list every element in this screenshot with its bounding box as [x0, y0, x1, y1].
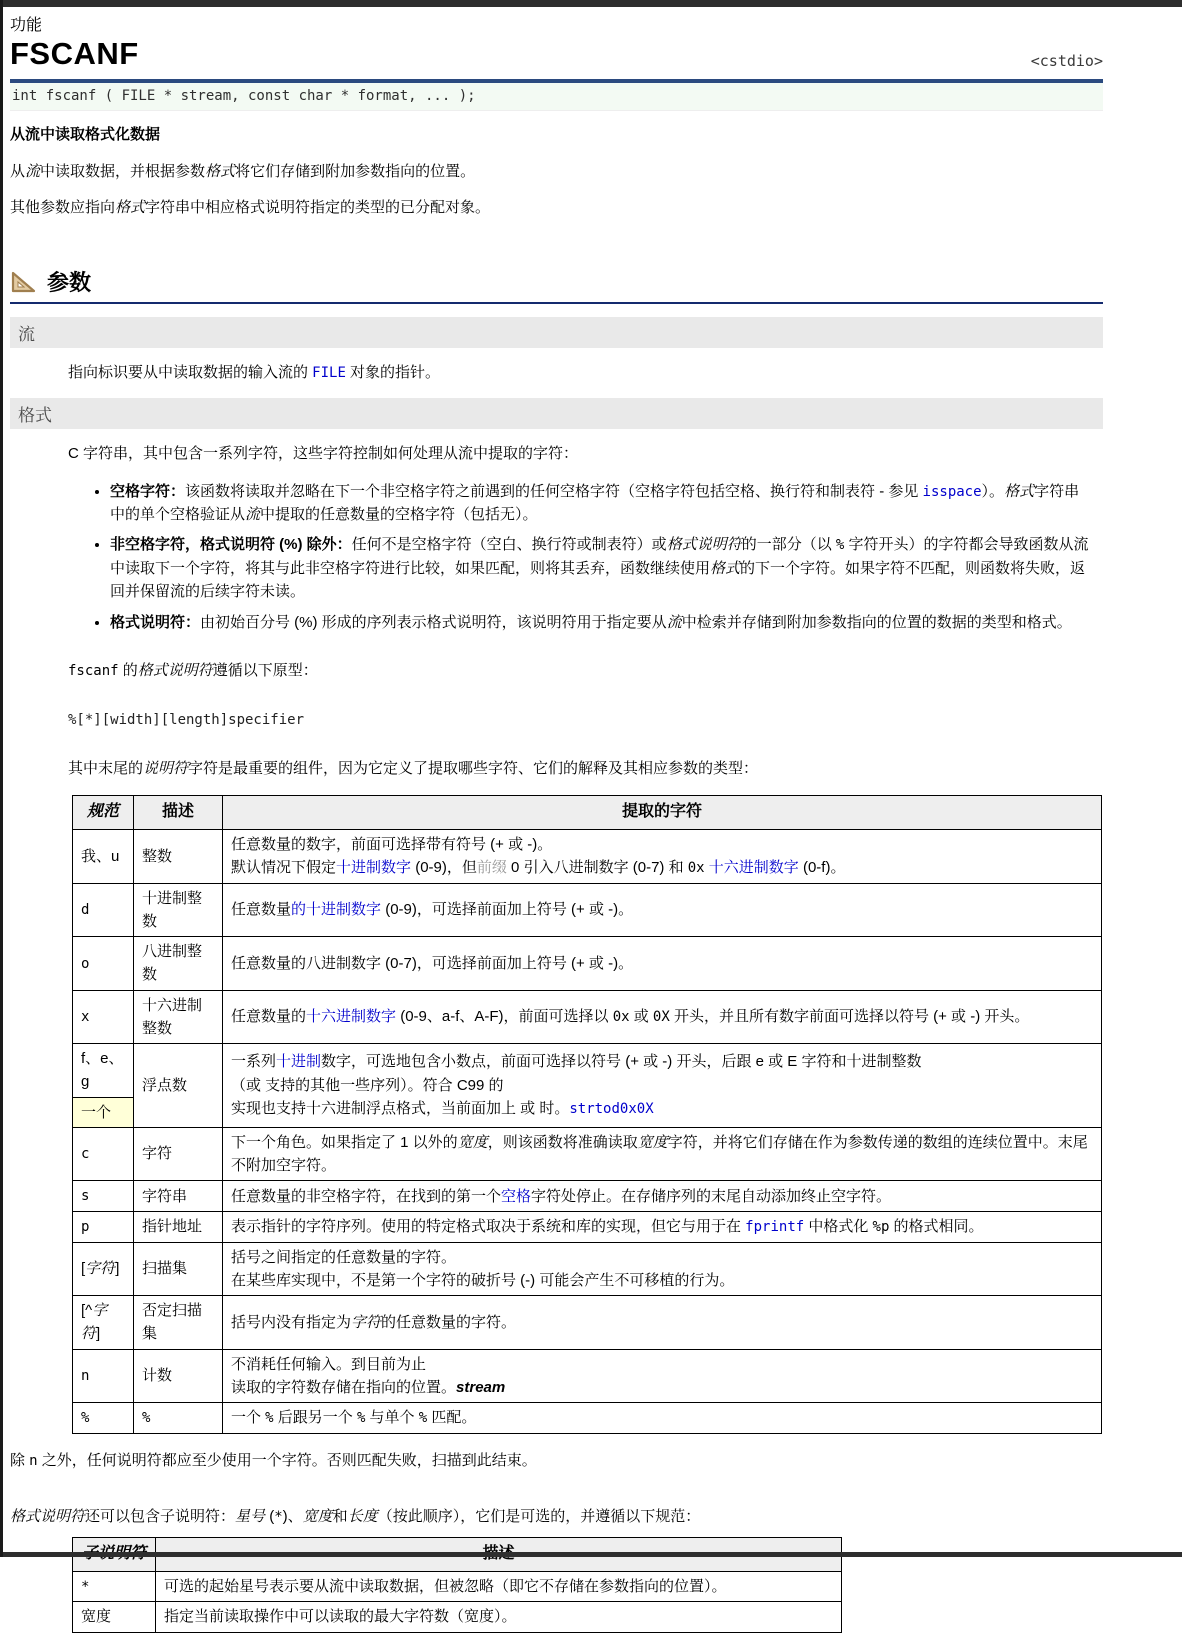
- text-segment: 不消耗任何输入。到目前为止: [231, 1355, 427, 1373]
- text-segment: 还可以包含子说明符：: [85, 1508, 236, 1526]
- text-link[interactable]: 十六进制数字: [306, 1008, 397, 1026]
- cell-line: [231, 1005, 1093, 1029]
- table-cell: [134, 1212, 223, 1243]
- table-cell: [134, 990, 223, 1044]
- text-segment: 长度: [347, 1508, 378, 1526]
- text-segment: 十进制整数: [142, 889, 203, 930]
- text-segment: x: [81, 1009, 90, 1026]
- text-segment: *: [274, 1509, 283, 1526]
- table-row: [73, 1181, 1102, 1212]
- text-segment: 字符开头）的字符都会导致函数从流中读取下一个字符，将其与此非空格字符进行比较，如果匹配，则将其丢弃，函数继续使用: [110, 536, 1089, 578]
- breadcrumb: 功能: [10, 17, 43, 34]
- text-segment: 之外，任何说明符都应至少使用一个字符。否则匹配失败，扫描到此结束。: [37, 1451, 537, 1469]
- text-segment: 可选的起始星号表示要从流中读取数据，但被忽略（即它不存储在参数指向的位置）。: [164, 1577, 727, 1595]
- text-segment: (0-9)，可选择前面加上符号 (+ 或 -)。: [381, 901, 634, 919]
- text-segment: 计数: [142, 1367, 173, 1385]
- table-row: [73, 1044, 1102, 1098]
- text-segment: %: [265, 1410, 274, 1427]
- text-segment: )、: [282, 1508, 303, 1526]
- text-segment: 格式说明符：: [110, 613, 201, 631]
- text-segment: 任意数量的数字，前面可选择带有符号 (+ 或 -)。: [231, 835, 553, 853]
- table-cell: [73, 1571, 156, 1602]
- table-row: [73, 1212, 1102, 1243]
- table-cell: [73, 1212, 134, 1243]
- table-cell: [134, 1127, 223, 1181]
- text-segment: ]: [115, 1260, 120, 1278]
- table-cell: [134, 1242, 223, 1296]
- parameters-section-title: 参数: [47, 269, 92, 295]
- text-segment: 字符: [351, 1313, 382, 1331]
- table-cell: [73, 990, 134, 1044]
- cell-line: [231, 1376, 1093, 1399]
- cell-line: [231, 833, 1093, 856]
- page-content: [10, 0, 1103, 1633]
- table-cell: [223, 1127, 1102, 1181]
- text-segment: 的一部分（以: [741, 536, 836, 554]
- table-cell: [73, 1349, 134, 1403]
- text-segment: c: [81, 1146, 90, 1163]
- text-segment: 字符串中相应格式说明符指定的类型的已分配对象。: [145, 199, 491, 216]
- table-row: [73, 1127, 1102, 1181]
- specifier-table: [72, 795, 1102, 1434]
- page-title: FSCANF: [10, 36, 139, 71]
- text-segment: 指针地址: [142, 1218, 203, 1236]
- table-cell: [223, 1242, 1102, 1296]
- cell-line: [231, 1131, 1093, 1178]
- text-segment: [^: [81, 1302, 93, 1320]
- text-segment: 实现也支持十六进制浮点格式，当前面加上 或 时。: [231, 1099, 570, 1117]
- cell-line: [231, 1097, 1093, 1121]
- text-segment: 默认情况下假定: [231, 858, 337, 876]
- function-summary: 从流中读取格式化数据: [10, 126, 161, 143]
- text-segment: 格式: [710, 560, 741, 578]
- text-segment: 格式: [115, 199, 146, 216]
- table-cell: [223, 1296, 1102, 1350]
- table-cell: [73, 1242, 134, 1296]
- param-stream-description: [68, 362, 1089, 385]
- spec-table-intro: [68, 758, 1089, 781]
- text-segment: 前缀: [476, 858, 507, 876]
- text-segment: *: [81, 1578, 90, 1595]
- text-link[interactable]: strtod0x0X: [569, 1100, 654, 1117]
- text-segment: 括号内没有指定为: [231, 1313, 352, 1331]
- text-segment: 开头，并且所有数字前面可选择以符号 (+ 或 -) 开头。: [669, 1008, 1030, 1026]
- text-segment: 流: [245, 506, 261, 524]
- table-cell: [73, 1181, 134, 1212]
- text-segment: 下一个角色。如果指定了 1 以外的: [231, 1133, 458, 1151]
- text-segment: 宽度: [457, 1133, 488, 1151]
- title-bar: [10, 36, 1103, 72]
- param-format-intro: C 字符串，其中包含一系列字符，这些字符控制如何处理从流中提取的字符：: [68, 445, 579, 462]
- text-segment: 指向标识要从中读取数据的输入流的: [68, 363, 313, 381]
- cell-line: [164, 1605, 833, 1628]
- sub-specifier-intro: [10, 1506, 1103, 1529]
- table-cell: [223, 1349, 1102, 1403]
- cell-line: [231, 1246, 1093, 1269]
- text-segment: (0-9)，但: [411, 858, 477, 876]
- param-name-format: 格式: [10, 398, 1103, 429]
- header-include-label: <cstdio>: [1030, 52, 1103, 70]
- text-link[interactable]: 十进制: [276, 1053, 322, 1071]
- text-segment: o: [81, 955, 90, 972]
- text-segment: 格式说明符: [137, 661, 213, 679]
- text-segment: 其中末尾的: [68, 760, 144, 778]
- text-segment: 十六进制整数: [142, 996, 203, 1037]
- cell-line: [231, 898, 1093, 921]
- table-cell: [73, 1097, 134, 1127]
- text-link[interactable]: 十进制数字: [336, 858, 412, 876]
- text-segment: (0-f)。: [798, 858, 846, 876]
- text-segment: %: [835, 537, 845, 554]
- list-item-format-specifier: [110, 611, 1089, 634]
- table-cell: [73, 829, 134, 883]
- text-segment: %: [142, 1410, 151, 1427]
- table-cell: [73, 937, 134, 991]
- text-segment: 字符是最重要的组件，因为它定义了提取哪些字符、它们的解释及其相应参数的类型：: [188, 760, 759, 778]
- table-row: [73, 1403, 1102, 1434]
- text-segment: 的格式相同。: [889, 1218, 984, 1236]
- text-segment: 匹配。: [427, 1409, 477, 1427]
- text-segment: 格式说明符: [10, 1508, 86, 1526]
- text-segment: 将它们存储到附加参数指向的位置。: [235, 162, 476, 180]
- list-item-whitespace: [110, 480, 1089, 527]
- text-segment: n: [29, 1452, 38, 1469]
- text-segment: 遵循以下原型：: [212, 661, 318, 679]
- page-left-border: [0, 0, 3, 1557]
- text-segment: 字符串: [142, 1187, 188, 1205]
- text-segment: 字符处停止。在存储序列的末尾自动添加终止空字符。: [531, 1187, 892, 1205]
- text-segment: 字符: [85, 1260, 116, 1278]
- text-segment: [: [81, 1260, 86, 1278]
- text-link[interactable]: fprintf: [745, 1219, 805, 1236]
- table-cell: [134, 883, 223, 937]
- text-segment: 该函数将读取并忽略在下一个非空格字符之前遇到的任何空格字符（空格字符包括空格、换行符和制表符 - 参见: [185, 482, 923, 500]
- table-row: [73, 883, 1102, 937]
- text-segment: 0x: [612, 1009, 630, 1026]
- prototype-intro: [68, 660, 1089, 683]
- text-segment: s: [81, 1188, 90, 1205]
- text-link[interactable]: FILE: [312, 364, 346, 381]
- text-segment: 的下一个字符。如果字符不匹配，则函数将失败，返回并保留流的后续字符未读。: [110, 560, 1086, 601]
- table-row: [73, 1296, 1102, 1350]
- table-cell: [134, 1349, 223, 1403]
- cell-line: [231, 1215, 1093, 1239]
- text-segment: (0-9、a-f、A-F)，前面可选择以: [396, 1008, 613, 1026]
- text-segment: 的任意数量的字符。: [381, 1313, 517, 1331]
- text-segment: 一个: [81, 1103, 112, 1121]
- table-cell: [223, 883, 1102, 937]
- parameters-section-header: [10, 266, 1103, 304]
- text-segment: 格式: [205, 162, 236, 180]
- text-segment: 中提取的任意数量的空格字符（包括无）。: [260, 506, 538, 524]
- text-link[interactable]: isspace: [922, 483, 982, 500]
- table-row: [73, 937, 1102, 991]
- table-cell: [134, 1044, 223, 1128]
- cell-line: [231, 1185, 1093, 1208]
- text-segment: 格式说明符: [666, 536, 742, 554]
- text-segment: 任何不是空格字符（空白、换行符或制表符）或: [351, 536, 667, 554]
- table-cell: [134, 937, 223, 991]
- list-item-non-whitespace: [110, 533, 1089, 603]
- cell-line: [231, 1269, 1093, 1292]
- text-link[interactable]: 十六进制数字: [708, 858, 799, 876]
- text-segment: 指定当前读取操作中可以读取的最大字符数（宽度）。: [164, 1608, 517, 1626]
- text-segment: 数字，可选地包含小数点，前面可选择以符号 (+ 或 -) 开头，后跟 e 或 E 字符和十进制整数: [321, 1053, 922, 1071]
- table-cell: [223, 990, 1102, 1044]
- text-segment: 流: [25, 162, 41, 180]
- text-segment: 中检索并存储到附加参数指向的位置的数据的类型和格式。: [681, 613, 1072, 631]
- text-segment: ）。: [981, 482, 1005, 500]
- table-cell: [223, 1044, 1102, 1128]
- text-segment: 0x: [687, 859, 705, 876]
- format-prototype-code: %[*][width][length]specifier: [68, 712, 305, 729]
- text-segment: f、e、g: [81, 1050, 124, 1091]
- text-segment: 从: [10, 162, 26, 180]
- intro-paragraph: [10, 161, 1103, 184]
- ruler-icon: [10, 270, 37, 293]
- text-segment: 格式: [1004, 482, 1035, 500]
- text-segment: 空格字符：: [110, 482, 186, 500]
- text-segment: 任意数量的八进制数字 (0-7)，可选择前面加上符号 (+ 或 -)。: [231, 954, 634, 972]
- table-cell: [134, 1181, 223, 1212]
- text-segment: 一个: [231, 1409, 266, 1427]
- text-segment: 除: [10, 1451, 30, 1469]
- text-link[interactable]: 空格: [501, 1187, 532, 1205]
- text-segment: 一系列: [231, 1053, 277, 1071]
- window-bottom-bar: [0, 1552, 1182, 1557]
- param-name-stream: 流: [10, 317, 1103, 348]
- text-segment: 说明符: [143, 760, 189, 778]
- column-header: 规范: [73, 795, 134, 829]
- text-segment: （或 支持的其他一些序列）。符合 C99 的: [231, 1076, 504, 1094]
- text-segment: 宽度: [637, 1133, 668, 1151]
- text-segment: %: [418, 1410, 428, 1427]
- text-segment: 的: [118, 661, 138, 679]
- text-segment: 或: [629, 1008, 653, 1026]
- text-segment: %: [81, 1410, 90, 1427]
- table-cell: [223, 1181, 1102, 1212]
- text-segment: 字符: [81, 1302, 108, 1343]
- text-segment: 八进制整数: [142, 943, 203, 984]
- table-cell: [134, 1296, 223, 1350]
- table-cell: [223, 1212, 1102, 1243]
- text-segment: 由初始百分号 (%) 形成的序列表示格式说明符，该说明符用于指定要从: [200, 613, 667, 631]
- text-segment: 字符: [142, 1145, 173, 1163]
- text-segment: 0X: [652, 1009, 670, 1026]
- text-segment: (: [265, 1508, 275, 1526]
- text-segment: fscanf: [68, 662, 119, 679]
- text-segment: 宽度: [81, 1608, 112, 1626]
- table-cell: [73, 883, 134, 937]
- text-segment: n: [81, 1368, 90, 1385]
- text-segment: ，则该函数将准确读取: [487, 1133, 638, 1151]
- cell-line: [231, 1050, 1093, 1073]
- format-rules-list: [110, 480, 1089, 634]
- after-table-note: [10, 1450, 1103, 1473]
- table-cell: [223, 937, 1102, 991]
- table-cell: [223, 829, 1102, 883]
- text-segment: 流: [666, 613, 682, 631]
- table-cell: [73, 1127, 134, 1181]
- text-segment: 否定扫描集: [142, 1302, 203, 1343]
- intro-paragraph-2: [10, 197, 1103, 220]
- text-segment: 任意数量的: [231, 1008, 307, 1026]
- table-cell: [73, 1296, 134, 1350]
- text-segment: 扫描集: [142, 1260, 188, 1278]
- table-row: [73, 1242, 1102, 1296]
- table-row: [73, 1349, 1102, 1403]
- text-segment: 非空格字符，格式说明符 (%) 除外：: [110, 536, 352, 554]
- cell-line: [231, 1074, 1093, 1097]
- column-header: 提取的字符: [223, 795, 1102, 829]
- text-segment: 字符，并将它们存储在作为参数传递的数组的连续位置中。末尾不附加空字符。: [231, 1133, 1088, 1175]
- text-segment: 后跟另一个: [273, 1409, 357, 1427]
- text-segment: 星号: [235, 1508, 266, 1526]
- table-cell: [223, 1403, 1102, 1434]
- text-segment: stream: [456, 1378, 506, 1396]
- text-segment: d: [81, 902, 90, 919]
- text-segment: 任意数量: [231, 901, 292, 919]
- table-cell: [156, 1571, 842, 1602]
- table-cell: [73, 1044, 134, 1098]
- table-cell: [134, 829, 223, 883]
- text-segment: %: [356, 1410, 366, 1427]
- cell-line: [231, 1353, 1093, 1376]
- table-row: [73, 990, 1102, 1044]
- table-header-row: [73, 795, 1102, 829]
- text-segment: 字符串中的单个空格验证从: [110, 482, 1080, 524]
- window-top-bar: [0, 0, 1182, 7]
- text-segment: 0 引入八进制数字 (0-7) 和: [506, 858, 688, 876]
- table-cell: [156, 1602, 842, 1632]
- table-row: [73, 829, 1102, 883]
- cell-line: [231, 856, 1093, 880]
- text-segment: p: [81, 1219, 90, 1236]
- text-segment: （按此顺序），它们是可选的，并遵循以下规范：: [377, 1508, 701, 1526]
- text-segment: 中读取数据，并根据参数: [40, 162, 206, 180]
- function-signature-code: int fscanf ( FILE * stream, const char * format, ... );: [10, 83, 1103, 111]
- cell-line: [231, 1311, 1093, 1334]
- text-segment: 其他参数应指向: [10, 199, 116, 216]
- text-segment: 浮点数: [142, 1076, 188, 1094]
- text-segment: %p: [872, 1219, 890, 1236]
- text-segment: 中格式化: [804, 1218, 873, 1236]
- table-row: [73, 1602, 842, 1632]
- text-link[interactable]: 的十进制数字: [291, 901, 382, 919]
- cell-line: [231, 1406, 1093, 1430]
- text-segment: 括号之间指定的任意数量的字符。: [231, 1248, 457, 1266]
- text-segment: 对象的指针。: [345, 363, 441, 381]
- table-row: [73, 1571, 842, 1602]
- text-segment: 和: [332, 1508, 348, 1526]
- text-segment: 宽度: [302, 1508, 333, 1526]
- table-cell: [73, 1403, 134, 1434]
- cell-line: [164, 1575, 833, 1598]
- text-segment: 与单个: [365, 1409, 419, 1427]
- column-header: 描述: [134, 795, 223, 829]
- table-cell: [134, 1403, 223, 1434]
- text-segment: 表示指针的字符序列。使用的特定格式取决于系统和库的实现，但它与用于在: [231, 1218, 746, 1236]
- cell-line: [231, 952, 1093, 975]
- text-segment: 在某些库实现中，不是第一个字符的破折号 (-) 可能会产生不可移植的行为。: [231, 1271, 735, 1289]
- text-segment: 任意数量的非空格字符，在找到的第一个: [231, 1187, 502, 1205]
- table-cell: [73, 1602, 156, 1632]
- text-segment: 我、u: [81, 847, 120, 865]
- text-segment: ]: [96, 1325, 101, 1343]
- text-segment: 整数: [142, 847, 173, 865]
- text-segment: 读取的字符数存储在指向的位置。: [231, 1378, 457, 1396]
